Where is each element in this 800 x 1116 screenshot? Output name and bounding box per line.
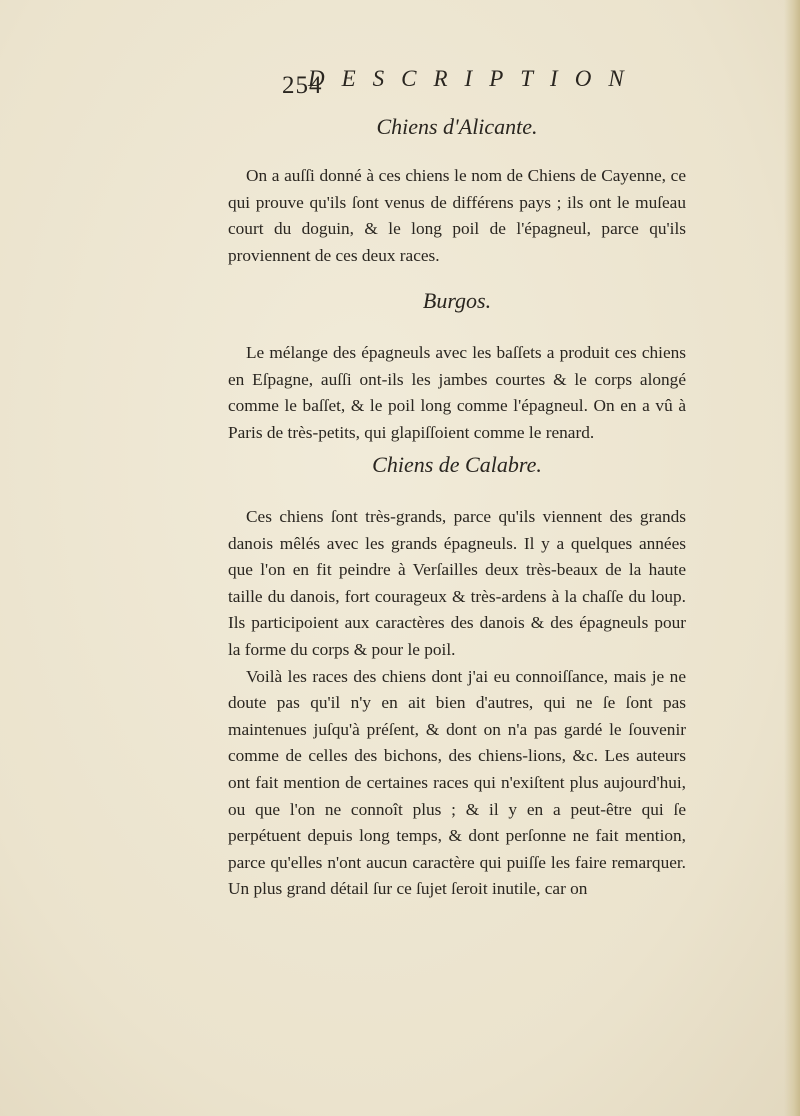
running-title: DESCRIPTION xyxy=(308,66,641,91)
page-number: 254 xyxy=(282,72,323,99)
section-heading-alicante: Chiens d'Alicante. xyxy=(376,114,538,139)
paragraph: On a auſſi donné à ces chiens le nom de Chiens de Cayenne, ce qui prouve qu'ils ſont venus de différens pays ; ils ont le muſeau court du doguin, & le long poil de l'épagneul, parce qu'ils proviennent de ces deux races. xyxy=(228,166,686,265)
page-edge xyxy=(784,0,800,1116)
section-body-calabre xyxy=(228,504,686,903)
paragraph: Voilà les races des chiens dont j'ai eu connoiſſance, mais je ne doute pas qu'il n'y en ait bien d'autres, qui ne ſe ſont pas maintenues juſqu'à préſent, & dont on n'a pas gardé le ſouvenir comme de celles des bichons, des chiens-lions, &c. Les auteurs ont fait mention de certaines races qui n'exiſtent plus aujourd'hui, ou que l'on ne connoît plus ; & il y en a peut-être qui ſe perpétuent depuis long temps, & dont perſonne ne fait mention, parce qu'elles n'ont aucun caractère qui puiſſe les faire remarquer. Un plus grand détail ſur ce ſujet ſeroit inutile, car on xyxy=(228,666,686,899)
paragraph: Le mélange des épagneuls avec les baſſets a produit ces chiens en Eſpagne, auſſi ont-ils les jambes courtes & le corps alongé comme le baſſet, & le poil long comme l'épagneul. On en a vû à Paris de très-petits, qui glapiſſoient comme le renard. xyxy=(228,343,686,442)
section-body-alicante xyxy=(228,163,686,269)
paragraph: Ces chiens ſont très-grands, parce qu'ils viennent des grands danois mêlés avec les grands épagneuls. Il y a quelques années que l'on en fit peindre à Verſailles deux très-beaux de la haute taille du danois, fort courageux & très-ardens à la chaſſe du loup. Ils participoient aux caractères des danois & des épagneuls pour la forme du corps & pour le poil. xyxy=(228,507,686,659)
section-body-burgos xyxy=(228,340,686,446)
section-heading-calabre: Chiens de Calabre. xyxy=(372,452,542,477)
section-heading-burgos: Burgos. xyxy=(422,288,492,313)
